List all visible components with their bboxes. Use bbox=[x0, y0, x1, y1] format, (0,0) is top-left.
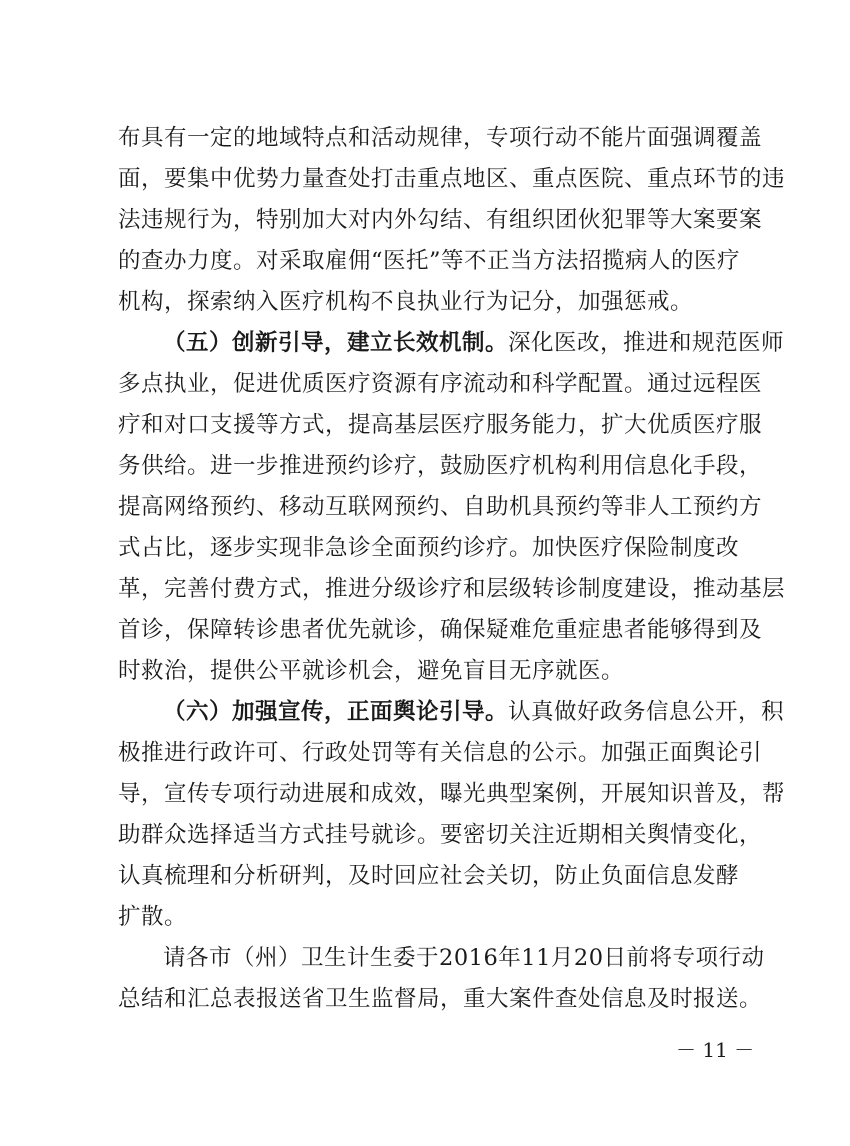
text-line bbox=[118, 692, 785, 733]
text-line: 导，宣传专项行动进展和成效，曝光典型案例，开展知识普及，帮 bbox=[118, 781, 786, 807]
text-line: 首诊，保障转诊患者优先就诊，确保疑难危重症患者能够得到及 bbox=[118, 617, 763, 643]
text-line: 总结和汇总表报送省卫生监督局，重大案件查处信息及时报送。 bbox=[118, 986, 763, 1012]
text-line: 机构，探索纳入医疗机构不良执业行为记分，加强惩戒。 bbox=[118, 289, 694, 315]
text-line: 面，要集中优势力量查处打击重点地区、重点医院、重点环节的违 bbox=[118, 166, 786, 192]
text-line: 认真梳理和分析研判，及时回应社会关切，防止负面信息发酵 bbox=[118, 863, 740, 889]
paragraph-continued bbox=[118, 118, 786, 323]
page-number: － 11 － bbox=[676, 1038, 755, 1062]
text-line: 请各市（州）卫生计生委于2016年11月20日前将专项行动 bbox=[163, 945, 765, 971]
section-text: 认真做好政务信息公开，积 bbox=[508, 699, 785, 725]
section-heading: （五）创新引导，建立长效机制。 bbox=[163, 330, 509, 356]
paragraph-section-5 bbox=[118, 323, 786, 692]
paragraph-section-6 bbox=[118, 692, 786, 938]
text-line: 提高网络预约、移动互联网预约、自助机具预约等非人工预约方 bbox=[118, 494, 763, 520]
section-text: 深化医改，推进和规范医师 bbox=[508, 330, 785, 356]
document-page bbox=[118, 118, 786, 1020]
text-line: 式占比，逐步实现非急诊全面预约诊疗。加快医疗保险制度改 bbox=[118, 535, 740, 561]
text-line: 革，完善付费方式，推进分级诊疗和层级转诊制度建设，推动基层 bbox=[118, 576, 786, 602]
text-line: 疗和对口支援等方式，提高基层医疗服务能力，扩大优质医疗服 bbox=[118, 412, 763, 438]
section-heading: （六）加强宣传，正面舆论引导。 bbox=[163, 699, 509, 725]
text-line: 时救治，提供公平就诊机会，避免盲目无序就医。 bbox=[118, 658, 625, 684]
text-line bbox=[118, 323, 785, 364]
text-line: 法违规行为，特别加大对内外勾结、有组织团伙犯罪等大案要案 bbox=[118, 207, 763, 233]
text-line: 扩散。 bbox=[118, 904, 188, 930]
text-line: 多点执业，促进优质医疗资源有序流动和科学配置。通过远程医 bbox=[118, 371, 763, 397]
text-line: 助群众选择适当方式挂号就诊。要密切关注近期相关舆情变化， bbox=[118, 822, 763, 848]
text-line: 极推进行政许可、行政处罚等有关信息的公示。加强正面舆论引 bbox=[118, 740, 763, 766]
text-line: 的查办力度。对采取雇佣“医托”等不正当方法招揽病人的医疗 bbox=[118, 248, 741, 274]
text-line: 布具有一定的地域特点和活动规律，专项行动不能片面强调覆盖 bbox=[118, 125, 763, 151]
text-line: 务供给。进一步推进预约诊疗，鼓励医疗机构利用信息化手段， bbox=[118, 453, 763, 479]
paragraph-closing bbox=[118, 938, 765, 1020]
